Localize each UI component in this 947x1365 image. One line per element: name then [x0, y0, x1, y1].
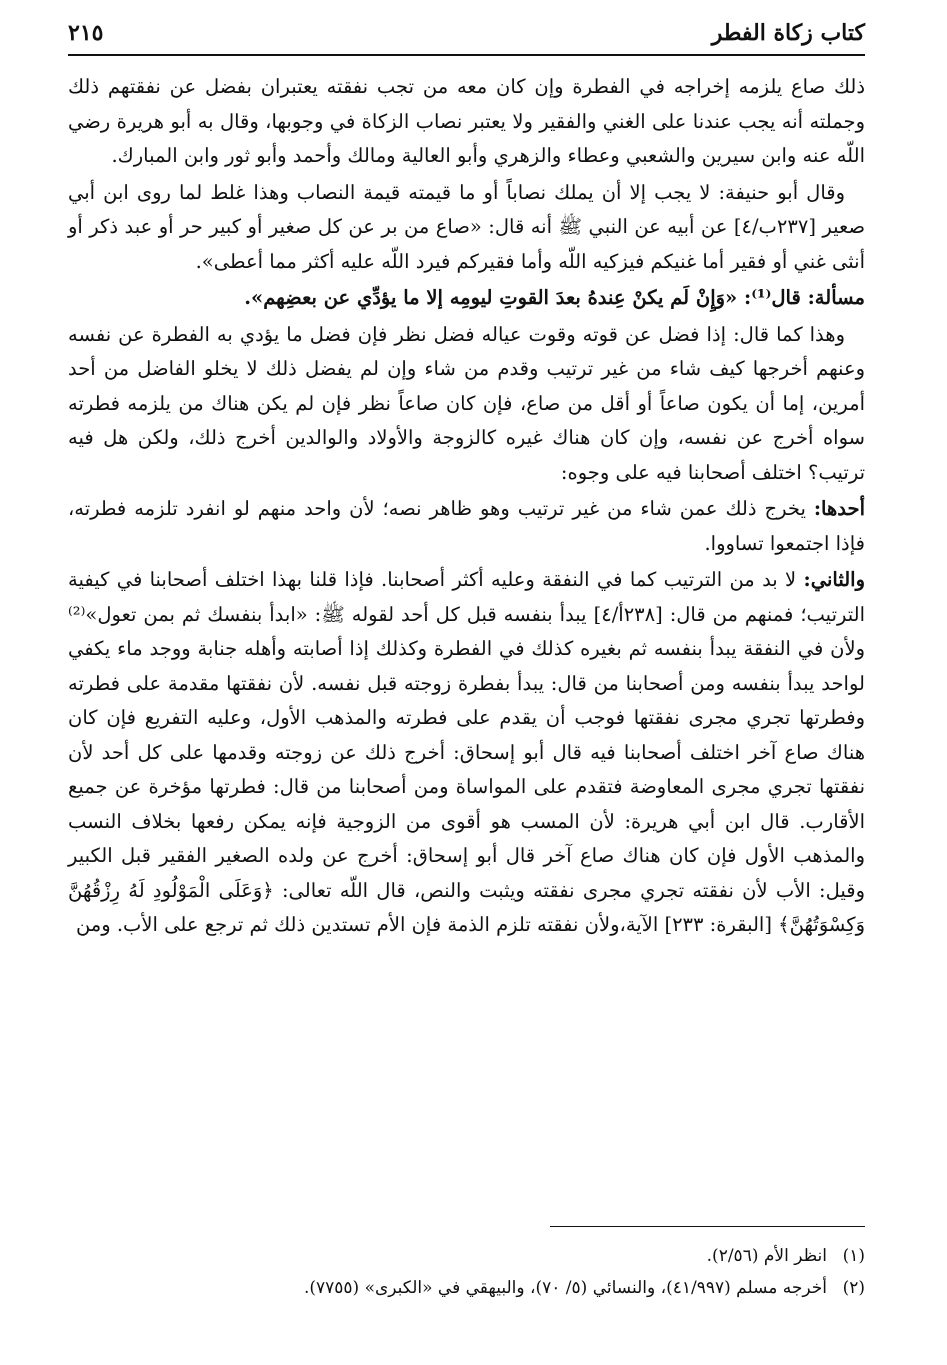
chapter-title: كتاب زكاة الفطر [702, 20, 865, 46]
paragraph-text: وقال أبو حنيفة: لا يجب إلا أن يملك نصاباً أو ما قيمته قيمة النصاب وهذا غلط لما روى ابن أبي صعير [٢٣٧ب/٤] عن أبيه عن النبي ﷺ أنه قال: «صاع من بر عن كل صغير أو كبير حر أو عبد ذكر أو أنثى غني أو فقير أما غنيكم فيزكيه اللّه وأما فقيركم فيرد اللّه عليه أكثر مما أعطى». [68, 180, 866, 273]
paragraph-lead: مسألة: [807, 286, 865, 309]
paragraph-4 [68, 318, 865, 491]
main-text [68, 70, 865, 943]
paragraph-text: يخرج ذلك عمن شاء من غير ترتيب وهو ظاهر نصه؛ لأن واحد منهم لو انفرد تلزمه فطرته، فإذا اجتمعوا تساووا. [68, 497, 865, 555]
paragraph-text: قال⁽¹⁾: «وَإِنْ لَم يكنْ عِندهُ بعدَ القوتِ ليومِه إلا ما يؤدِّي عن بعضِهم». [244, 286, 808, 309]
footnote-1 [68, 1240, 865, 1272]
page-number: ٢١٥ [68, 20, 113, 46]
footnote-2 [68, 1272, 865, 1304]
paragraph-lead: والثاني: [803, 568, 865, 591]
paragraph-lead: أحدها: [813, 497, 865, 520]
footnote-separator [550, 1226, 865, 1227]
footnotes [68, 1240, 865, 1304]
paragraph-text: ذلك صاع يلزمه إخراجه في الفطرة وإن كان معه من تجب نفقته يعتبران بفضل عن نفقتهم ذلك وجملته أنه يجب عندنا على الغني والفقير ولا يعتبر نصاب الزكاة في وجوبها، وقال به أبو هريرة رضي اللّه عنه وابن سيرين والشعبي وعطاء والزهري وأبو العالية ومالك وأحمد وأبو ثور وابن المبارك. [68, 75, 865, 167]
paragraph-1 [68, 70, 865, 174]
paragraph-first-view [68, 492, 865, 561]
running-header [68, 14, 865, 56]
footnote-text: انظر الأم (٢/٥٦). [706, 1246, 827, 1266]
paragraph-second-view [68, 563, 865, 943]
footnote-text: أخرجه مسلم (٤١/٩٩٧)، والنسائي (٥/ ٧٠)، والبيهقي في «الكبرى» (٧٧٥٥). [303, 1278, 827, 1298]
paragraph-text: لا بد من الترتيب كما في النفقة وعليه أكثر أصحابنا. فإذا قلنا بهذا اختلف أصحابنا في كيفية الترتيب؛ فمنهم من قال: [٢٣٨أ/٤] يبدأ بنفسه قبل كل أحد لقوله ﷺ: «ابدأ بنفسك ثم بمن تعول»⁽²⁾ ولأن في النفقة يبدأ بنفسه ثم بغيره كذلك في الفطرة وكذلك إذا أصابته وأهله جنابة ووجد ماء يكفي لواحد يبدأ بنفسه ومن أصحابنا من قال: يبدأ بفطرة زوجته قبل نفسه. لأن نفقتها مقدمة على فطرته وفطرتها تجري مجرى نفقتها فوجب أن يقدم على فطرته والمذهب الأول، وعليه التفريع فإن كان هناك صاع آخر اختلف أصحابنا فيه قال أبو إسحاق: أخرج ذلك عن زوجته وقدمها على كل أحد لأن نفقتها تجري مجرى المعاوضة فتقدم على المواساة ومن أصحابنا من قال: فطرتها مؤخرة عن جميع الأقارب. قال ابن أبي هريرة: لأن المسب هو أقوى من الزوجية فإنه يمكن رفعها بخلاف النسب والمذهب الأول فإن كان هناك صاع آخر قال أبو إسحاق: أخرج عن ولده الصغير الفقير قبل الكبير وقيل: الأب لأن نفقته تجري مجرى نفقته ويثبت والنص، قال اللّه تعالى: ﴿وَعَلَى الْمَوْلُودِ لَهُ رِزْقُهُنَّ وَكِسْوَتُهُنَّ﴾ [البقرة: ٢٣٣] الآية،ولأن نفقته تلزم الذمة فإن الأم تستدين ذلك ثم ترجع على الأب. ومن [68, 568, 865, 936]
footnote-number: (١) [842, 1246, 865, 1266]
paragraph-2 [68, 176, 865, 280]
footnote-number: (٢) [842, 1278, 865, 1298]
book-page [68, 14, 865, 1365]
paragraph-text: وهذا كما قال: إذا فضل عن قوته وقوت عياله فضل نظر فإن فضل ما يؤدي به الفطرة عن نفسه وعنهم أخرجها كيف شاء من غير ترتيب وقدم من شاء وإن لم يفضل ذلك لا يخلو الفاضل من أحد أمرين، إما أن يكون صاعاً أو أقل من صاع، فإن كان صاعاً نظر فإن لم يكن هناك من يلزمه فطرته سواه أخرج عن نفسه، وإن كان هناك غيره كالزوجة والأولاد والوالدين أخرج ذلك، ولكن هل فيه ترتيب؟ اختلف أصحابنا فيه على وجوه: [68, 322, 865, 484]
paragraph-masala [68, 281, 865, 316]
